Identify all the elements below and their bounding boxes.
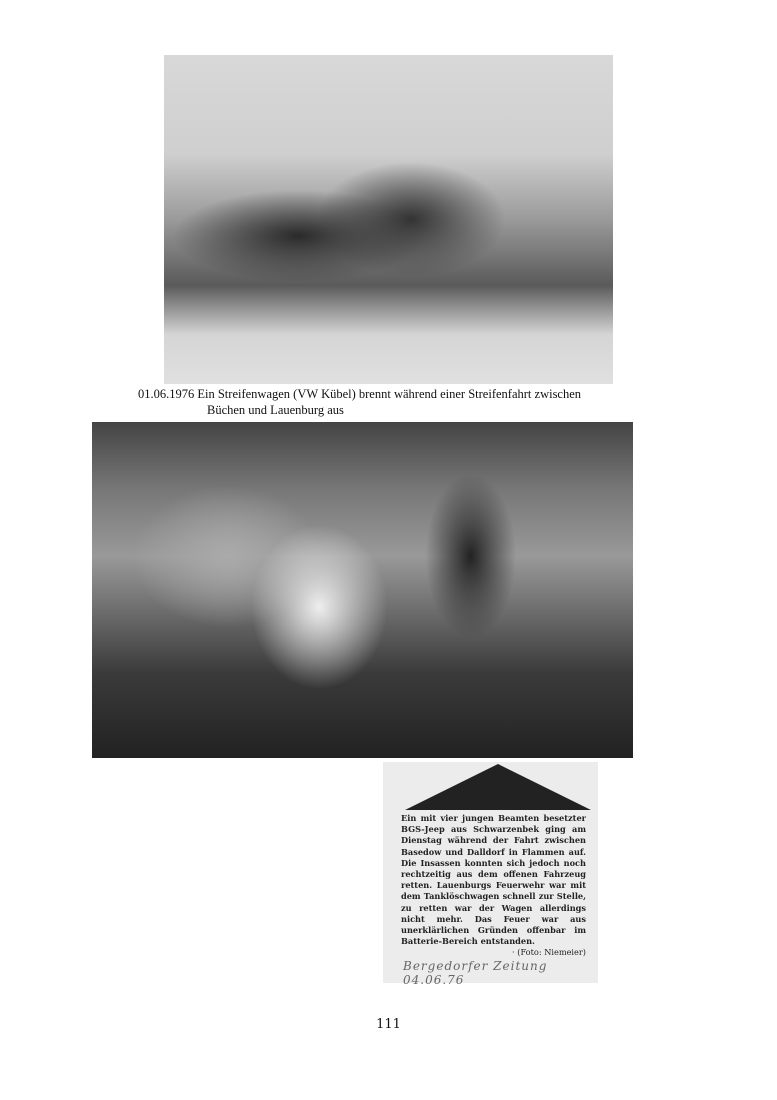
triangle-graphic <box>405 764 591 810</box>
photo-caption <box>138 386 581 418</box>
page-number: 111 <box>376 1017 401 1032</box>
handwritten-note: Bergedorfer Zeitung 04.06.76 <box>403 959 548 987</box>
newspaper-clipping <box>383 762 598 987</box>
photo-credit: · (Foto: Niemeier) <box>512 947 586 958</box>
caption-line-1: 01.06.1976 Ein Streifenwagen (VW Kübel) brennt während einer Streifenfahrt zwischen <box>138 387 582 401</box>
photo-burning-patrol-car <box>92 422 633 758</box>
clipping-body: Ein mit vier jungen Beamten besetzter BGS-Jeep aus Schwarzenbek ging am Dienstag während der Fahrt zwischen Basedow und Dalldorf in Flammen auf. Die Insassen konnten sich jedoch noch rechtzeitig aus dem offenen Fahrzeug retten. Lauenburgs Feuerwehr war mit dem Tanklöschwagen schnell zur Stelle, zu retten war der Wagen allerdings nicht mehr. Das Feuer war aus unerklärlichen Gründen offenbar im Batterie-Bereich entstanden. <box>401 813 586 947</box>
caption-line-2: Büchen und Lauenburg aus <box>207 403 344 417</box>
photo-recovery-truck-with-jeep <box>164 55 613 384</box>
clipping-text <box>401 813 586 959</box>
